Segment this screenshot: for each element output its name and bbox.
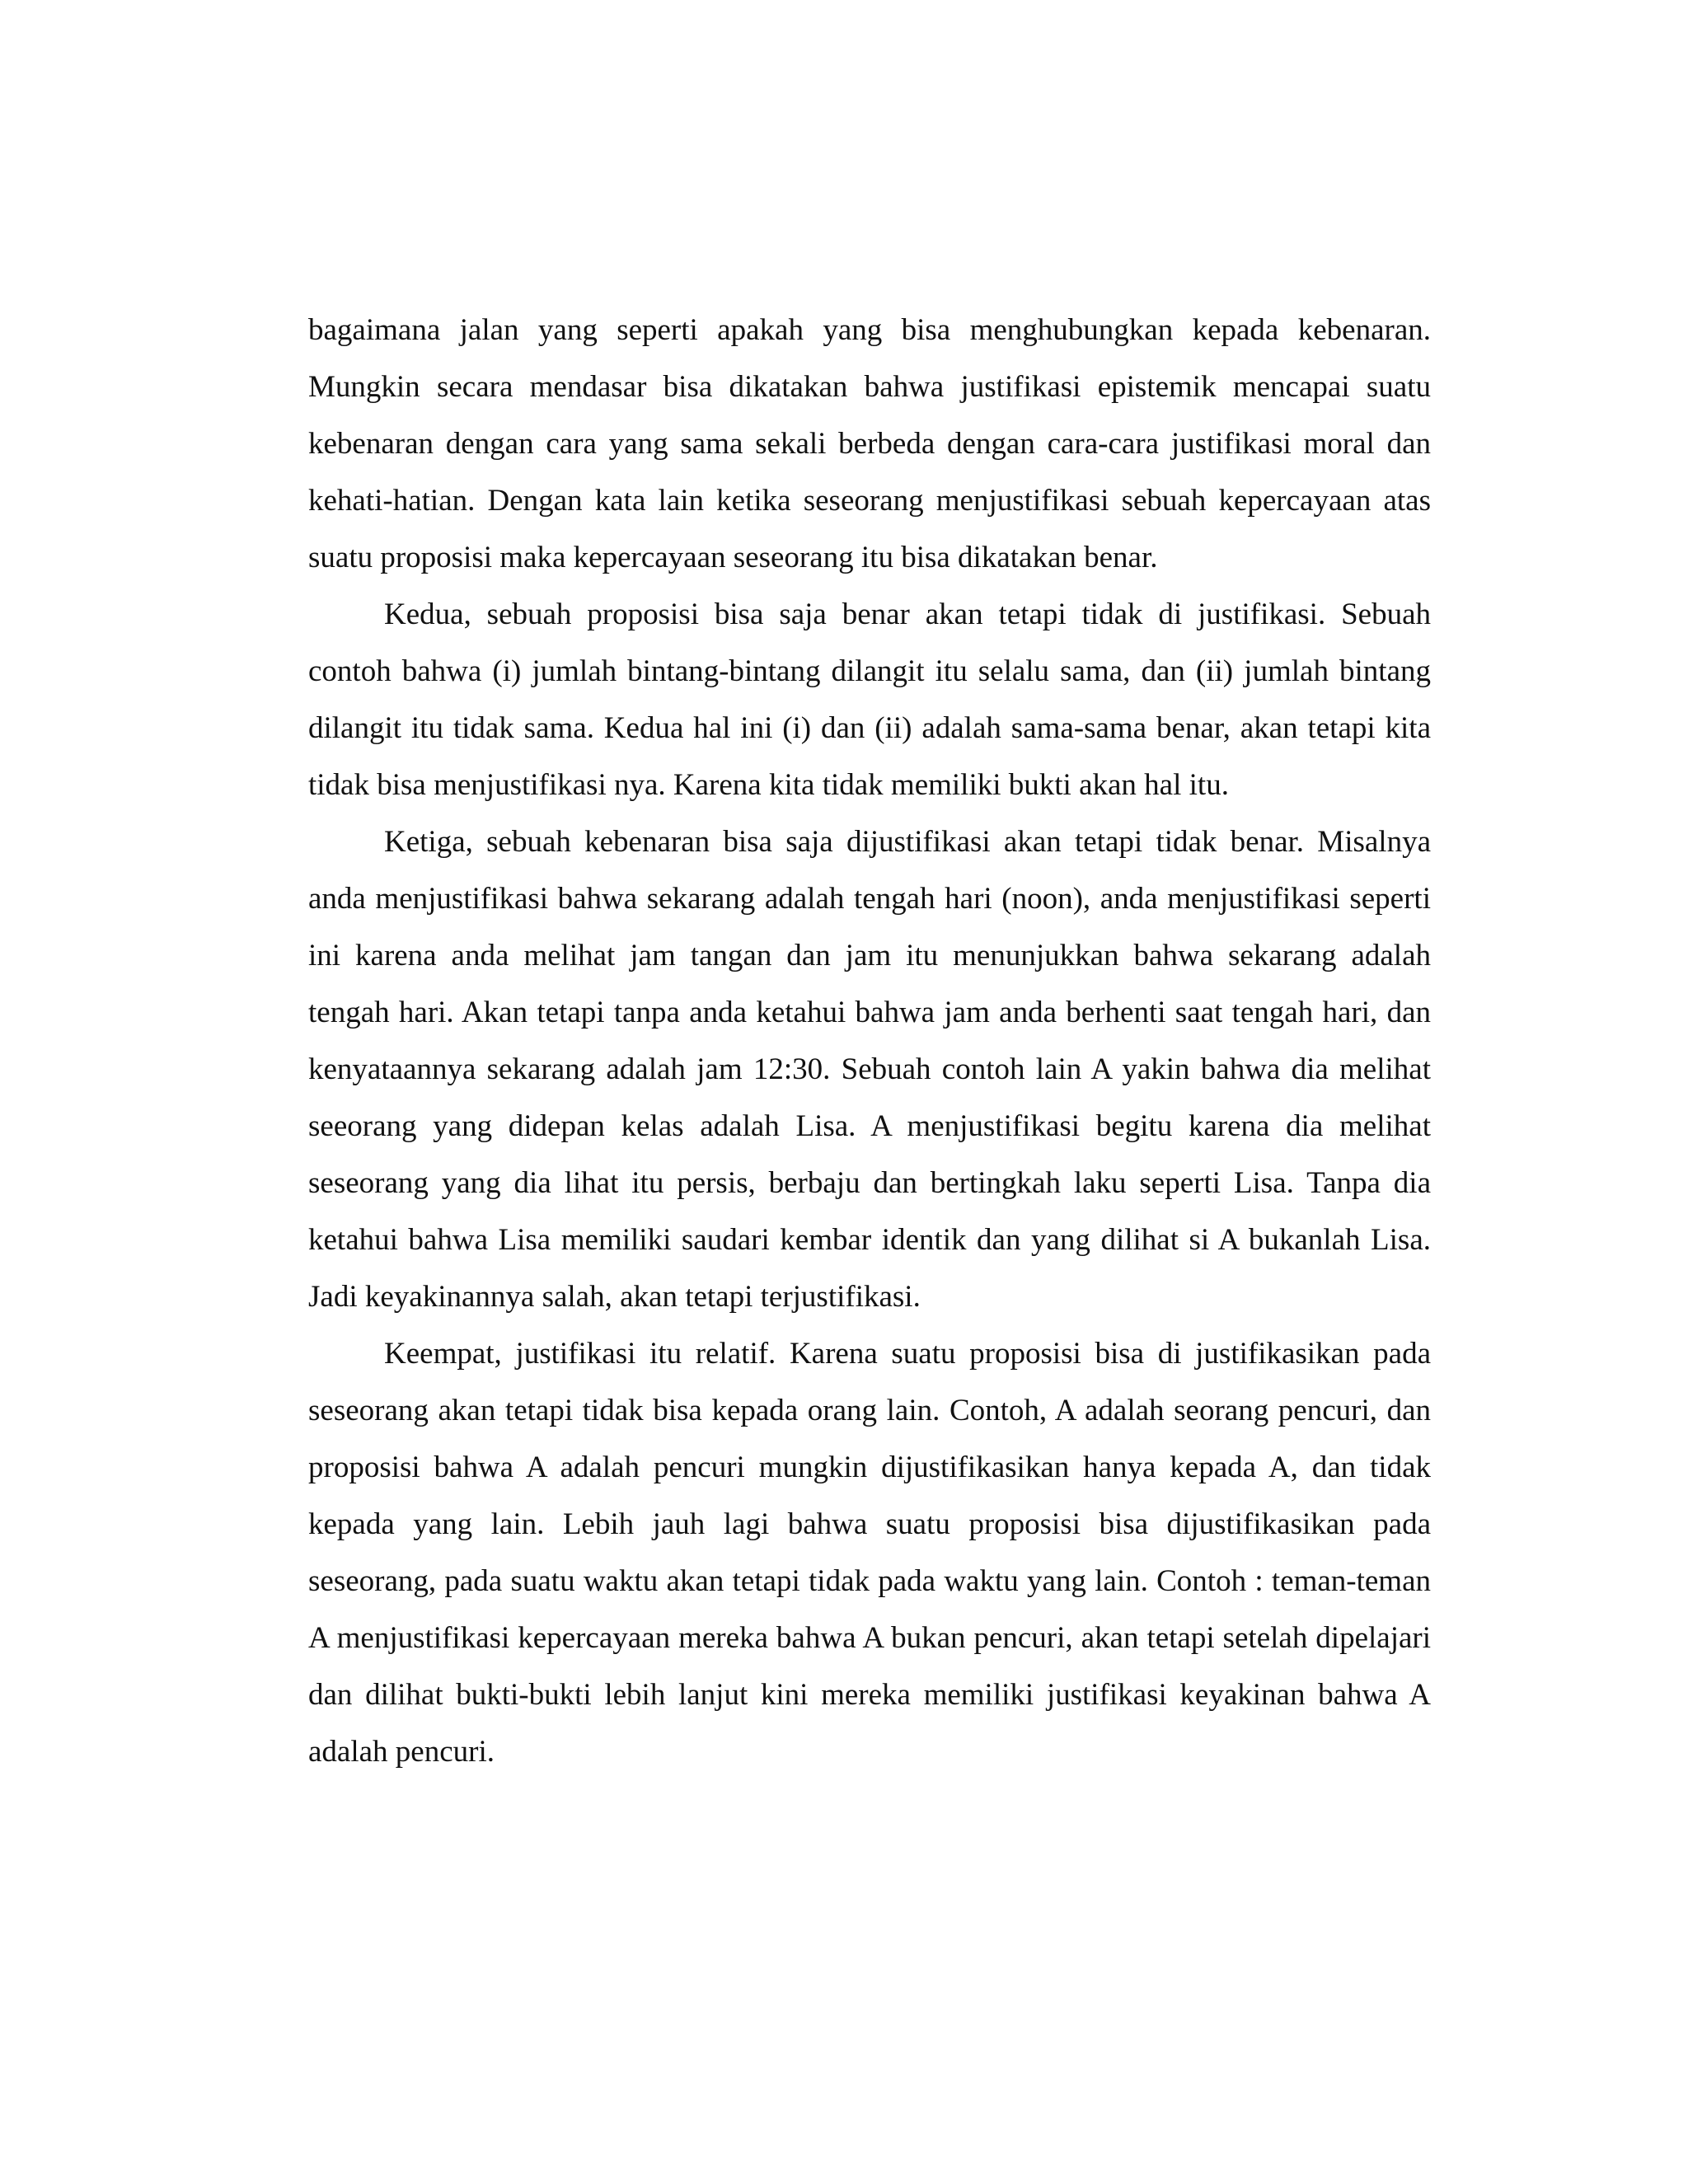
paragraph-2: Kedua, sebuah proposisi bisa saja benar akan tetapi tidak di justifikasi. Sebuah contoh bahwa (i) jumlah bintang-bintang dilangit itu selalu sama, dan (ii) jumlah bintang dilangit itu tidak sama. Kedua hal ini (i) dan (ii) adalah sama-sama benar, akan tetapi kita tidak bisa menjustifikasi nya. Karena kita tidak memiliki bukti akan hal itu. — [308, 598, 1431, 802]
paragraph-3: Ketiga, sebuah kebenaran bisa saja dijustifikasi akan tetapi tidak benar. Misalnya anda menjustifikasi bahwa sekarang adalah tengah hari (noon), anda menjustifikasi seperti ini karena anda melihat jam tangan dan jam itu menunjukkan bahwa sekarang adalah tengah hari. Akan tetapi tanpa anda ketahui bahwa jam anda berhenti saat tengah hari, dan kenyataannya sekarang adalah jam 12:30. Sebuah contoh lain A yakin bahwa dia melihat seeorang yang didepan kelas adalah Lisa. A menjustifikasi begitu karena dia melihat seseorang yang dia lihat itu persis, berbaju dan bertingkah laku seperti Lisa. Tanpa dia ketahui bahwa Lisa memiliki saudari kembar identik dan yang dilihat si A bukanlah Lisa. Jadi keyakinannya salah, akan tetapi terjustifikasi. — [308, 825, 1431, 1314]
paragraph-1: bagaimana jalan yang seperti apakah yang bisa menghubungkan kepada kebenaran. Mungkin secara mendasar bisa dikatakan bahwa justifikasi epistemik mencapai suatu kebenaran dengan cara yang sama sekali berbeda dengan cara-cara justifikasi moral dan kehati-hatian. Dengan kata lain ketika seseorang menjustifikasi sebuah kepercayaan atas suatu proposisi maka kepercayaan seseorang itu bisa dikatakan benar. — [308, 313, 1431, 574]
paragraph-4: Keempat, justifikasi itu relatif. Karena suatu proposisi bisa di justifikasikan pada seseorang akan tetapi tidak bisa kepada orang lain. Contoh, A adalah seorang pencuri, dan proposisi bahwa A adalah pencuri mungkin dijustifikasikan hanya kepada A, dan tidak kepada yang lain. Lebih jauh lagi bahwa suatu proposisi bisa dijustifikasikan pada seseorang, pada suatu waktu akan tetapi tidak pada waktu yang lain. Contoh : teman-teman A menjustifikasi kepercayaan mereka bahwa A bukan pencuri, akan tetapi setelah dipelajari dan dilihat bukti-bukti lebih lanjut kini mereka memiliki justifikasi keyakinan bahwa A adalah pencuri. — [308, 1337, 1431, 1769]
body-text — [308, 302, 1431, 1780]
